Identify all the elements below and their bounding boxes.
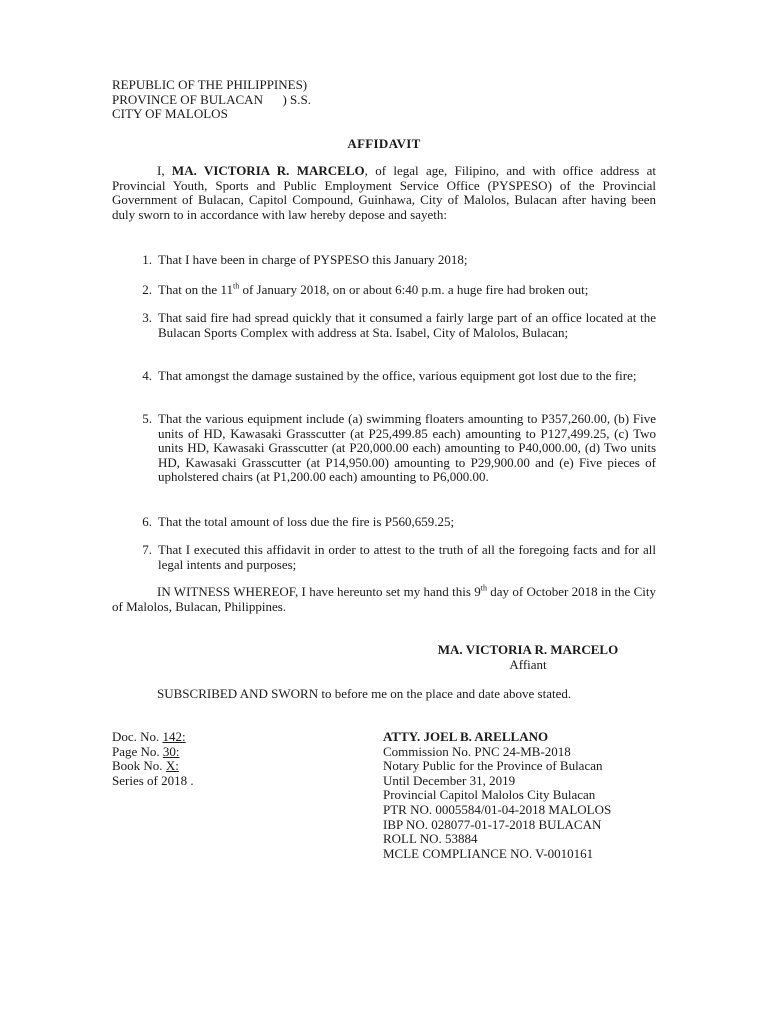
notary-ibp: IBP NO. 028077-01-17-2018 BULACAN bbox=[383, 816, 602, 832]
notary-term: Until December 31, 2019 bbox=[383, 772, 516, 788]
witness-text-pre: IN WITNESS WHEREOF, I have hereunto set my hand this 9 bbox=[157, 584, 481, 599]
jurat-statement: SUBSCRIBED AND SWORN to before me on the place and date above stated. bbox=[157, 686, 572, 701]
book-number-label: Book No. bbox=[112, 758, 166, 774]
notary-jurisdiction: Notary Public for the Province of Bulacan bbox=[383, 758, 603, 774]
item-text: That the total amount of loss due the fire is P560,659.25; bbox=[158, 514, 455, 529]
item-number: 7. bbox=[142, 542, 152, 557]
intro-text: , of legal age, Filipino, and with office address at Provincial Youth, Sports and Public Employment Service Office (PYSPESO) of the Provincial Government of Bulacan, Capitol Compound, Guinhawa, City of Malolos, Bulacan after having been duly sworn to in accordance with law hereby depose and sayeth: bbox=[112, 163, 656, 222]
page-number-label: Page No. bbox=[112, 743, 163, 759]
book-number-value: X: bbox=[165, 758, 179, 774]
item-text bbox=[158, 283, 656, 298]
caption-province: PROVINCE OF BULACAN ) S.S. bbox=[112, 91, 311, 107]
notary-roll: ROLL NO. 53884 bbox=[383, 831, 478, 847]
doc-number-line bbox=[112, 730, 194, 745]
intro-prefix: I, bbox=[157, 163, 172, 178]
item-text-post: of January 2018, on or about 6:40 p.m. a huge fire had broken out; bbox=[239, 282, 589, 297]
page-number-line bbox=[112, 745, 194, 760]
intro-paragraph bbox=[112, 164, 656, 222]
notary-ptr: PTR NO. 0005584/01-04-2018 MALOLOS bbox=[383, 801, 612, 817]
item-number: 4. bbox=[142, 368, 152, 383]
notary-block bbox=[383, 730, 611, 861]
doc-number-value: 142: bbox=[162, 729, 186, 744]
caption-city: CITY OF MALOLOS bbox=[112, 106, 228, 122]
item-number: 6. bbox=[142, 514, 152, 529]
item-text-pre: That on the 11 bbox=[158, 282, 233, 297]
notary-commission: Commission No. PNC 24-MB-2018 bbox=[383, 743, 571, 759]
item-number: 3. bbox=[142, 310, 152, 325]
notary-name: ATTY. JOEL B. ARELLANO bbox=[383, 729, 549, 744]
doc-number-label: Doc. No. bbox=[112, 729, 163, 744]
item-number: 5. bbox=[142, 411, 152, 426]
item-text: That amongst the damage sustained by the office, various equipment got lost due to the fire; bbox=[158, 368, 637, 383]
caption-republic: REPUBLIC OF THE PHILIPPINES) bbox=[112, 77, 308, 92]
witness-text-post: day of October 2018 in the City of Malolos, Bulacan, Philippines. bbox=[112, 584, 657, 614]
item-number: 2. bbox=[142, 282, 152, 297]
page-number-value: 30: bbox=[162, 743, 180, 759]
witness-paragraph bbox=[112, 585, 656, 614]
ordinal-suffix: th bbox=[232, 281, 240, 291]
notary-mcle: MCLE COMPLIANCE NO. V-0010161 bbox=[383, 845, 594, 861]
affiant-label: Affiant bbox=[509, 657, 547, 672]
series-line: Series of 2018 . bbox=[112, 772, 194, 788]
notary-office: Provincial Capitol Malolos City Bulacan bbox=[383, 787, 596, 803]
venue-caption bbox=[112, 78, 311, 122]
document-title: AFFIDAVIT bbox=[347, 136, 421, 151]
intro-affiant-name: MA. VICTORIA R. MARCELO bbox=[171, 163, 365, 178]
item-text: That said fire had spread quickly that it consumed a fairly large part of an office located at the Bulacan Sports Complex with address at Sta. Isabel, City of Malolos, Bulacan; bbox=[158, 310, 656, 340]
affiant-signature-name: MA. VICTORIA R. MARCELO bbox=[437, 642, 619, 657]
item-text: That I executed this affidavit in order to attest to the truth of all the foregoing facts and for all legal intents and purposes; bbox=[158, 542, 656, 572]
notarial-register-entries bbox=[112, 730, 194, 788]
ordinal-suffix: th bbox=[480, 583, 487, 593]
item-text: That I have been in charge of PYSPESO this January 2018; bbox=[158, 252, 468, 267]
item-text: That the various equipment include (a) swimming floaters amounting to P357,260.00, (b) Five units of HD, Kawasaki Grasscutter (at P25,499.85 each) amounting to P127,499.25, (c) Two units HD, Kawasaki Grasscutter (at P20,000.00 each) amounting to P40,000.00, (d) Two units HD, Kawasaki Grasscutter (at P14,950.00) amounting to P29,900.00 and (e) Five pieces of upholstered chairs (at P1,200.00 each) amounting to P6,000.00. bbox=[158, 411, 656, 485]
book-number-line bbox=[112, 759, 194, 774]
item-number: 1. bbox=[142, 252, 152, 267]
